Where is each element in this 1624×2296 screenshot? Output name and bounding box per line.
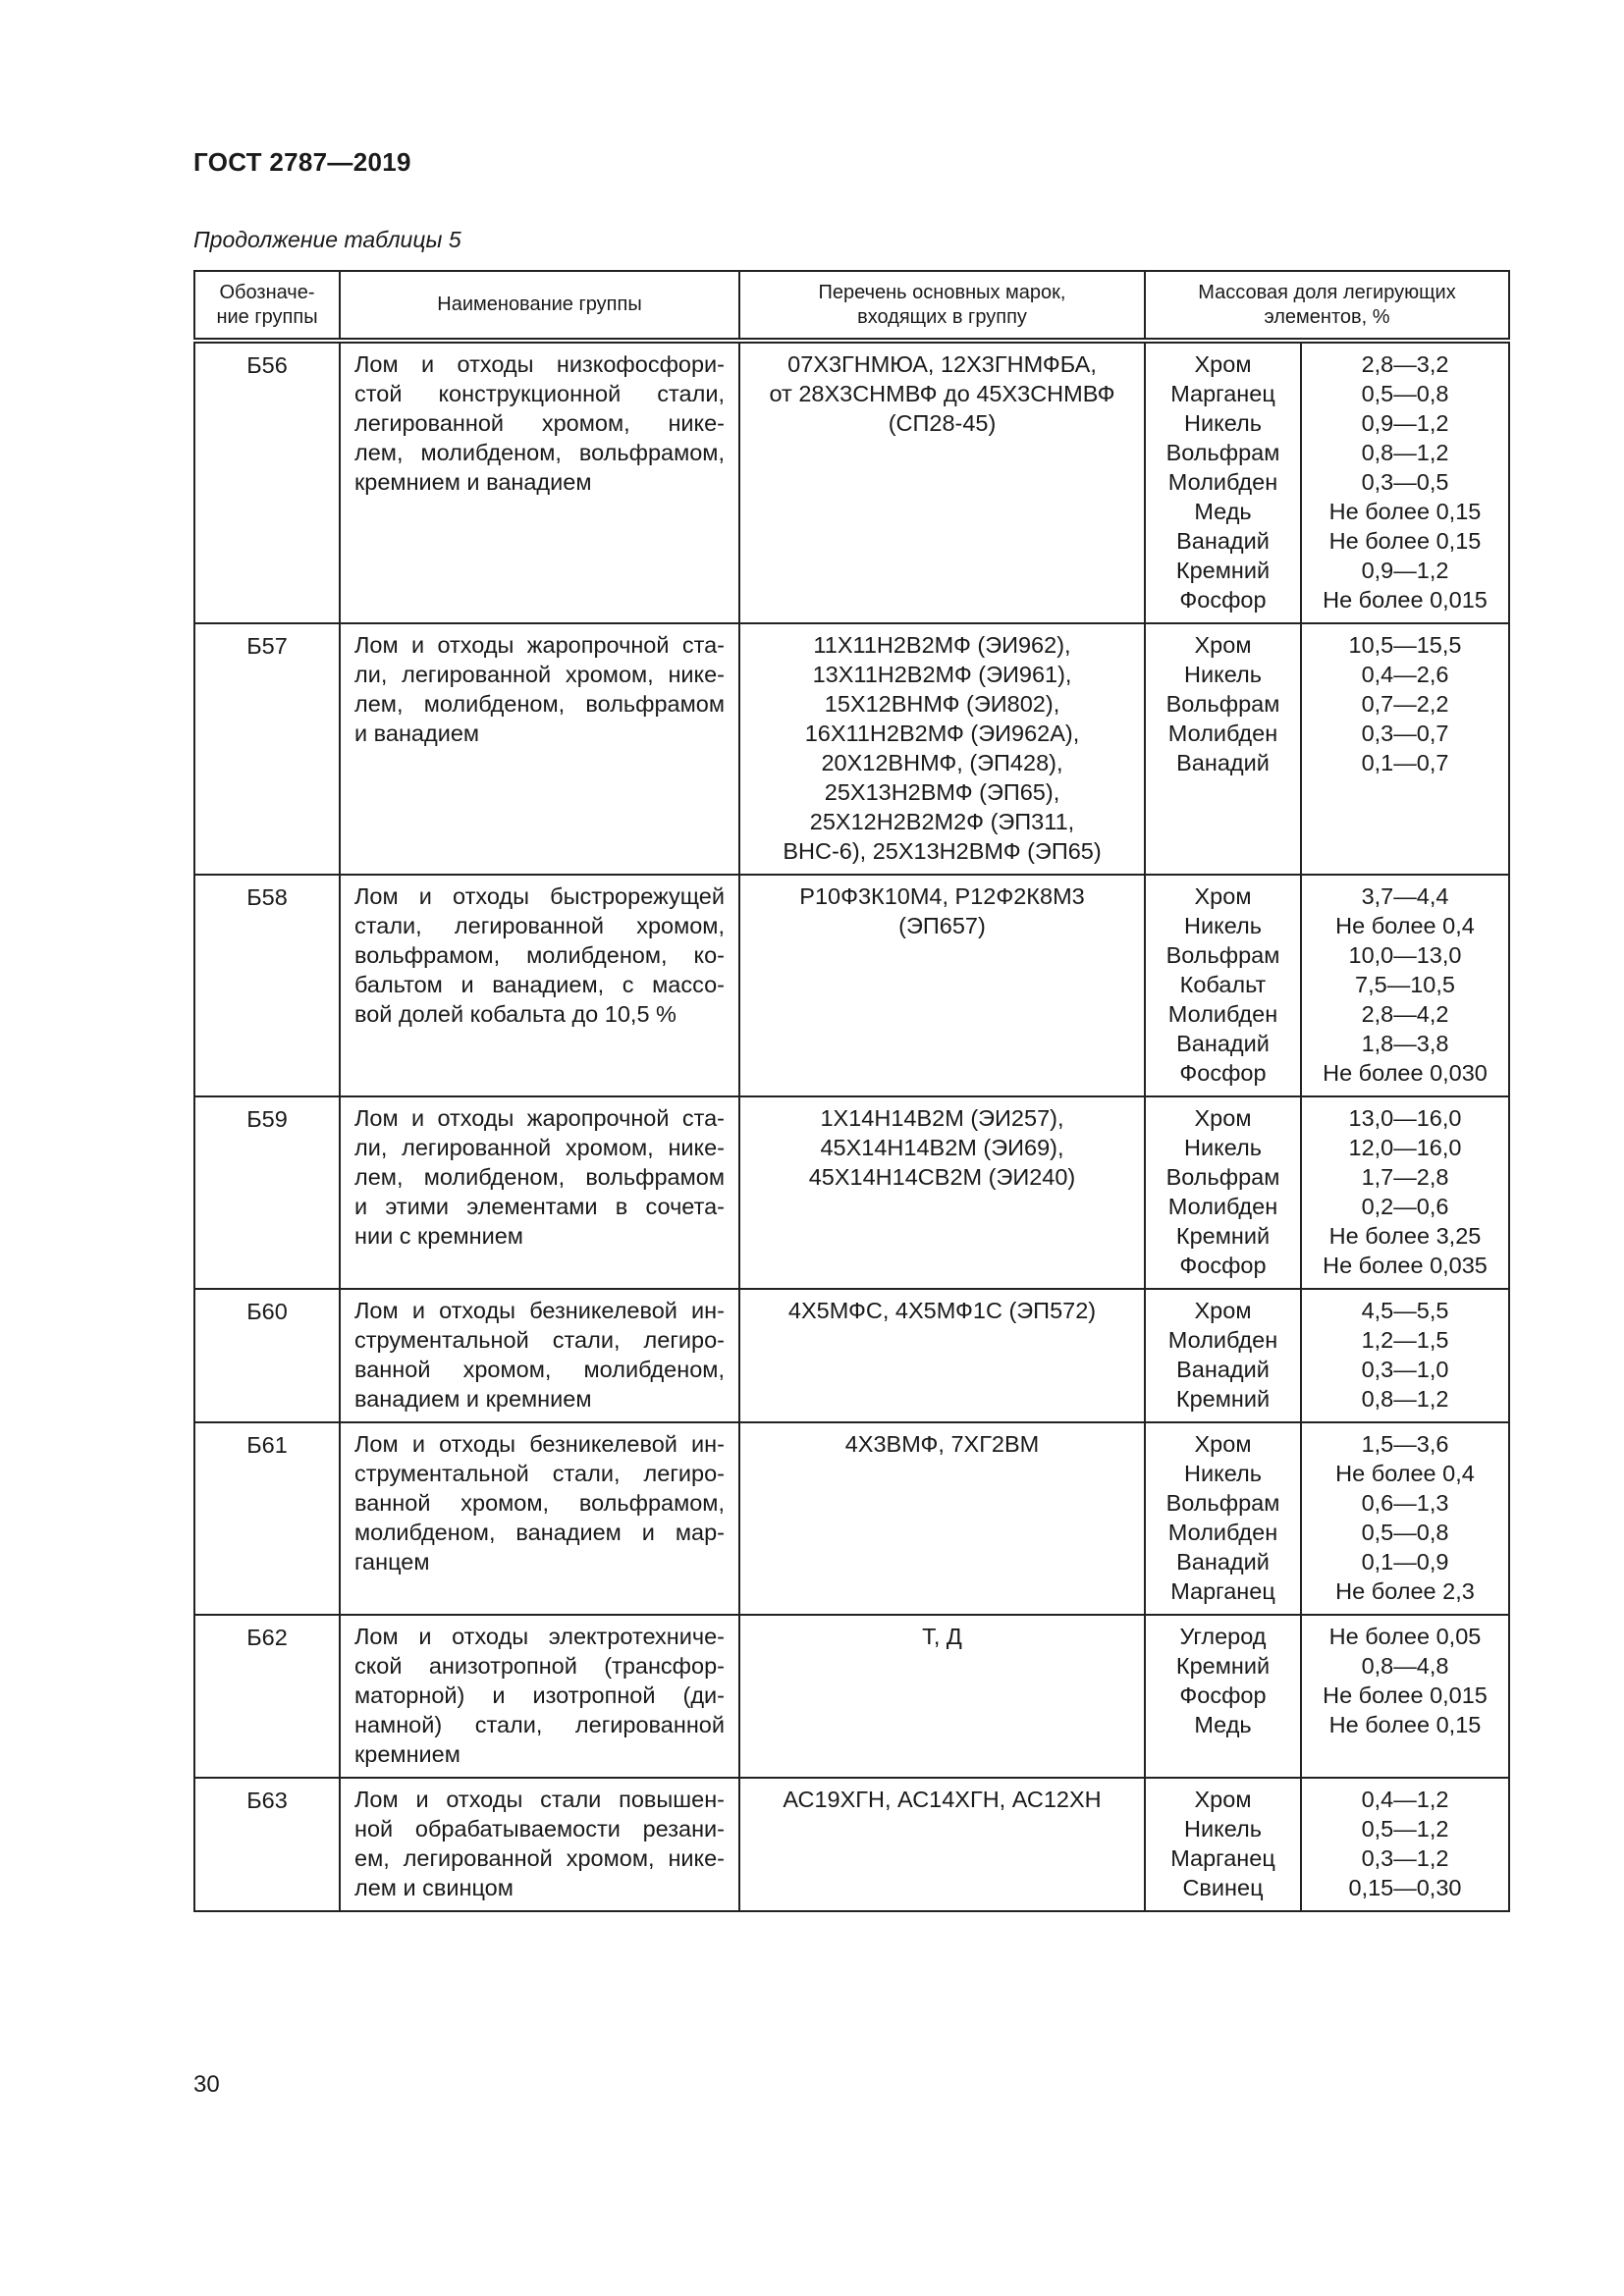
text-line: стой конструкционной стали, bbox=[354, 381, 725, 406]
text-line: 0,1—0,9 bbox=[1361, 1549, 1449, 1575]
table-row bbox=[194, 1096, 1509, 1289]
text-line: ской анизотропной (трансфор- bbox=[354, 1653, 725, 1679]
text-line: 12,0—16,0 bbox=[1348, 1135, 1462, 1160]
mass-fraction-values-cell bbox=[1301, 623, 1509, 875]
header-code bbox=[194, 271, 340, 341]
table-header-row bbox=[194, 271, 1509, 341]
text-line: Не более 0,15 bbox=[1328, 1712, 1482, 1737]
text-line: 1,2—1,5 bbox=[1361, 1327, 1449, 1353]
text-line: молибденом, ванадием и мар- bbox=[354, 1520, 725, 1545]
text-line: Хром bbox=[1194, 1298, 1252, 1323]
text-line: 16Х11Н2В2МФ (ЭИ962А), bbox=[804, 721, 1080, 746]
text-line: Молибден bbox=[1167, 469, 1278, 495]
text-line: кремнием и ванадием bbox=[354, 469, 592, 495]
text-line: Т, Д bbox=[922, 1624, 962, 1649]
text-line: Р10Ф3К10М4, Р12Ф2К8М3 bbox=[799, 883, 1085, 909]
table-row bbox=[194, 1778, 1509, 1911]
text-line: Кремний bbox=[1175, 558, 1271, 583]
mass-fraction-values-cell bbox=[1301, 1778, 1509, 1911]
text-line: легированной хромом, нике- bbox=[354, 410, 725, 436]
steel-grades-cell bbox=[739, 875, 1145, 1096]
text-line: 0,5—0,8 bbox=[1361, 1520, 1449, 1545]
text-line: Не более 0,4 bbox=[1335, 1461, 1475, 1486]
text-line: струментальной стали, легиро- bbox=[354, 1327, 725, 1353]
text-line: Никель bbox=[1184, 1816, 1262, 1842]
text-line: Хром bbox=[1194, 883, 1252, 909]
group-code-cell: Б59 bbox=[194, 1096, 340, 1289]
text-line: 0,3—0,5 bbox=[1361, 469, 1449, 495]
text-line: Молибден bbox=[1167, 1194, 1278, 1219]
text-line: ние группы bbox=[216, 305, 318, 328]
group-code-cell: Б63 bbox=[194, 1778, 340, 1911]
group-name-cell bbox=[340, 1778, 739, 1911]
text-line: лем, молибденом, вольфрамом bbox=[354, 1164, 725, 1190]
text-line: 0,9—1,2 bbox=[1361, 410, 1449, 436]
alloy-elements-cell bbox=[1145, 1778, 1301, 1911]
text-line: струментальной стали, легиро- bbox=[354, 1461, 725, 1486]
text-line: Лом и отходы быстрорежущей bbox=[354, 883, 725, 909]
mass-fraction-values-cell bbox=[1301, 1289, 1509, 1422]
text-line: Марганец bbox=[1170, 1578, 1275, 1604]
text-line: 4,5—5,5 bbox=[1361, 1298, 1449, 1323]
alloy-elements-cell bbox=[1145, 1615, 1301, 1778]
text-line: и этими элементами в сочета- bbox=[354, 1194, 725, 1219]
text-line: 11Х11Н2В2МФ (ЭИ962), bbox=[813, 632, 1071, 658]
mass-fraction-values-cell bbox=[1301, 1422, 1509, 1615]
text-line: 07Х3ГНМЮА, 12Х3ГНМФБА, bbox=[787, 351, 1097, 377]
text-line: Лом и отходы жаропрочной ста- bbox=[354, 632, 725, 658]
text-line: 25Х12Н2В2М2Ф (ЭП311, bbox=[809, 809, 1075, 834]
text-line: Не более 0,4 bbox=[1335, 913, 1475, 938]
text-line: 0,8—1,2 bbox=[1361, 1386, 1449, 1412]
text-line: Марганец bbox=[1170, 1845, 1275, 1871]
mass-fraction-values-cell bbox=[1301, 341, 1509, 623]
document-header: ГОСТ 2787—2019 bbox=[193, 147, 411, 177]
table-row bbox=[194, 875, 1509, 1096]
text-line: Медь bbox=[1194, 499, 1252, 524]
text-line: 0,2—0,6 bbox=[1361, 1194, 1449, 1219]
text-line: Вольфрам bbox=[1165, 1490, 1280, 1516]
text-line: (СП28-45) bbox=[888, 410, 997, 436]
text-line: 13Х11Н2В2МФ (ЭИ961), bbox=[812, 662, 1072, 687]
text-line: 0,6—1,3 bbox=[1361, 1490, 1449, 1516]
text-line: Не более 3,25 bbox=[1328, 1223, 1482, 1249]
text-line: кремнием bbox=[354, 1741, 460, 1767]
text-line: 1,8—3,8 bbox=[1361, 1031, 1449, 1056]
text-line: Молибден bbox=[1167, 1327, 1278, 1353]
text-line: входящих в группу bbox=[857, 305, 1027, 328]
text-line: Никель bbox=[1184, 1135, 1262, 1160]
text-line: бальтом и ванадием, с массо- bbox=[354, 972, 725, 997]
alloy-elements-cell bbox=[1145, 341, 1301, 623]
header-mass-fraction bbox=[1145, 271, 1509, 341]
text-line: Лом и отходы низкофосфори- bbox=[354, 351, 725, 377]
group-name-cell bbox=[340, 1096, 739, 1289]
text-line: 20Х12ВНМФ, (ЭП428), bbox=[821, 750, 1063, 775]
alloy-elements-cell bbox=[1145, 1289, 1301, 1422]
text-line: Перечень основных марок, bbox=[818, 281, 1066, 303]
text-line: АС19ХГН, АС14ХГН, АС12ХН bbox=[783, 1787, 1102, 1812]
text-line: Не более 0,15 bbox=[1328, 499, 1482, 524]
text-line: 0,4—1,2 bbox=[1361, 1787, 1449, 1812]
text-line: ем, легированной хромом, нике- bbox=[354, 1845, 725, 1871]
text-line: Никель bbox=[1184, 410, 1262, 436]
text-line: Лом и отходы безникелевой ин- bbox=[354, 1298, 725, 1323]
text-line: 0,9—1,2 bbox=[1361, 558, 1449, 583]
header-marks bbox=[739, 271, 1145, 341]
text-line: ВНС-6), 25Х13Н2ВМФ (ЭП65) bbox=[783, 838, 1102, 864]
text-line: Ванадий bbox=[1176, 750, 1270, 775]
text-line: Никель bbox=[1184, 1461, 1262, 1486]
group-code-cell: Б61 bbox=[194, 1422, 340, 1615]
group-name-cell bbox=[340, 1422, 739, 1615]
mass-fraction-values-cell bbox=[1301, 875, 1509, 1096]
text-line: 45Х14Н14В2М (ЭИ69), bbox=[820, 1135, 1064, 1160]
text-line: 0,4—2,6 bbox=[1361, 662, 1449, 687]
table-row bbox=[194, 1615, 1509, 1778]
text-line: Вольфрам bbox=[1165, 942, 1280, 968]
text-line: Хром bbox=[1194, 632, 1252, 658]
text-line: Не более 0,015 bbox=[1323, 1682, 1488, 1708]
text-line: Лом и отходы стали повышен- bbox=[354, 1787, 725, 1812]
text-line: лем, молибденом, вольфрамом bbox=[354, 691, 725, 717]
text-line: ганцем bbox=[354, 1549, 430, 1575]
text-line: 0,3—0,7 bbox=[1361, 721, 1449, 746]
text-line: от 28Х3СНМВФ до 45Х3СНМВФ bbox=[769, 381, 1115, 406]
table-caption: Продолжение таблицы 5 bbox=[193, 227, 461, 252]
text-line: 1,7—2,8 bbox=[1361, 1164, 1449, 1190]
text-line: 4Х5МФС, 4Х5МФ1С (ЭП572) bbox=[787, 1298, 1097, 1323]
text-line: Молибден bbox=[1167, 1520, 1278, 1545]
alloy-elements-cell bbox=[1145, 875, 1301, 1096]
text-line: 1,5—3,6 bbox=[1361, 1431, 1449, 1457]
text-line: 13,0—16,0 bbox=[1348, 1105, 1462, 1131]
alloy-groups-table bbox=[193, 270, 1510, 1912]
steel-grades-cell bbox=[739, 1778, 1145, 1911]
text-line: Никель bbox=[1184, 662, 1262, 687]
steel-grades-cell bbox=[739, 1615, 1145, 1778]
text-line: Фосфор bbox=[1179, 1060, 1267, 1086]
text-line: 4Х3ВМФ, 7ХГ2ВМ bbox=[844, 1431, 1040, 1457]
text-line: Кобальт bbox=[1179, 972, 1267, 997]
alloy-elements-cell bbox=[1145, 623, 1301, 875]
text-line: Обозначе- bbox=[219, 281, 315, 303]
text-line: Хром bbox=[1194, 351, 1252, 377]
text-line: Не более 2,3 bbox=[1335, 1578, 1475, 1604]
group-name-cell bbox=[340, 1289, 739, 1422]
text-line: Не более 0,15 bbox=[1328, 528, 1482, 554]
text-line: 45Х14Н14СВ2М (ЭИ240) bbox=[808, 1164, 1076, 1190]
group-name-cell bbox=[340, 875, 739, 1096]
table-row bbox=[194, 341, 1509, 623]
steel-grades-cell bbox=[739, 1096, 1145, 1289]
text-line: вольфрамом, молибденом, ко- bbox=[354, 942, 725, 968]
text-line: Кремний bbox=[1175, 1653, 1271, 1679]
text-line: Ванадий bbox=[1176, 528, 1270, 554]
text-line: ли, легированной хромом, нике- bbox=[354, 662, 725, 687]
text-line: 7,5—10,5 bbox=[1355, 972, 1455, 997]
table-row bbox=[194, 1289, 1509, 1422]
text-line: 0,7—2,2 bbox=[1361, 691, 1449, 717]
text-line: Марганец bbox=[1170, 381, 1275, 406]
group-name-cell bbox=[340, 341, 739, 623]
alloy-elements-cell bbox=[1145, 1422, 1301, 1615]
table-row bbox=[194, 1422, 1509, 1615]
text-line: и ванадием bbox=[354, 721, 480, 746]
text-line: Свинец bbox=[1182, 1875, 1264, 1900]
text-line: 1Х14Н14В2М (ЭИ257), bbox=[820, 1105, 1064, 1131]
text-line: Не более 0,030 bbox=[1323, 1060, 1488, 1086]
text-line: Лом и отходы электротехниче- bbox=[354, 1624, 725, 1649]
text-line: Хром bbox=[1194, 1431, 1252, 1457]
text-line: Никель bbox=[1184, 913, 1262, 938]
text-line: 0,3—1,0 bbox=[1361, 1357, 1449, 1382]
text-line: маторной) и изотропной (ди- bbox=[354, 1682, 725, 1708]
mass-fraction-values-cell bbox=[1301, 1096, 1509, 1289]
steel-grades-cell bbox=[739, 341, 1145, 623]
text-line: Не более 0,015 bbox=[1323, 587, 1488, 613]
text-line: 10,0—13,0 bbox=[1348, 942, 1462, 968]
text-line: Фосфор bbox=[1179, 587, 1267, 613]
text-line: вой долей кобальта до 10,5 % bbox=[354, 1001, 677, 1027]
text-line: 0,8—1,2 bbox=[1361, 440, 1449, 465]
group-code-cell: Б57 bbox=[194, 623, 340, 875]
text-line: Ванадий bbox=[1176, 1357, 1270, 1382]
text-line: Фосфор bbox=[1179, 1253, 1267, 1278]
text-line: ванной хромом, молибденом, bbox=[354, 1357, 725, 1382]
text-line: элементов, % bbox=[1264, 305, 1390, 328]
text-line: Вольфрам bbox=[1165, 691, 1280, 717]
text-line: Ванадий bbox=[1176, 1031, 1270, 1056]
text-line: 2,8—3,2 bbox=[1361, 351, 1449, 377]
text-line: Лом и отходы жаропрочной ста- bbox=[354, 1105, 725, 1131]
text-line: лем и свинцом bbox=[354, 1875, 514, 1900]
text-line: ли, легированной хромом, нике- bbox=[354, 1135, 725, 1160]
group-code-cell: Б60 bbox=[194, 1289, 340, 1422]
text-line: 0,5—0,8 bbox=[1361, 381, 1449, 406]
text-line: 10,5—15,5 bbox=[1348, 632, 1462, 658]
text-line: намной) стали, легированной bbox=[354, 1712, 725, 1737]
text-line: 2,8—4,2 bbox=[1361, 1001, 1449, 1027]
text-line: стали, легированной хромом, bbox=[354, 913, 725, 938]
table-row bbox=[194, 623, 1509, 875]
mass-fraction-values-cell bbox=[1301, 1615, 1509, 1778]
text-line: Ванадий bbox=[1176, 1549, 1270, 1575]
group-code-cell: Б62 bbox=[194, 1615, 340, 1778]
text-line: Фосфор bbox=[1179, 1682, 1267, 1708]
steel-grades-cell bbox=[739, 1422, 1145, 1615]
text-line: (ЭП657) bbox=[898, 913, 986, 938]
group-code-cell: Б58 bbox=[194, 875, 340, 1096]
text-line: 0,1—0,7 bbox=[1361, 750, 1449, 775]
header-name bbox=[340, 271, 739, 341]
text-line: Хром bbox=[1194, 1105, 1252, 1131]
text-line: 0,5—1,2 bbox=[1361, 1816, 1449, 1842]
text-line: 0,8—4,8 bbox=[1361, 1653, 1449, 1679]
text-line: лем, молибденом, вольфрамом, bbox=[354, 440, 725, 465]
text-line: 0,15—0,30 bbox=[1348, 1875, 1462, 1900]
text-line: ванадием и кремнием bbox=[354, 1386, 592, 1412]
text-line: Углерод bbox=[1179, 1624, 1267, 1649]
text-line: Кремний bbox=[1175, 1223, 1271, 1249]
text-line: нии с кремнием bbox=[354, 1223, 523, 1249]
text-line: Хром bbox=[1194, 1787, 1252, 1812]
steel-grades-cell bbox=[739, 623, 1145, 875]
group-name-cell bbox=[340, 623, 739, 875]
text-line: Вольфрам bbox=[1165, 1164, 1280, 1190]
text-line: Не более 0,035 bbox=[1323, 1253, 1488, 1278]
text-line: 3,7—4,4 bbox=[1361, 883, 1449, 909]
text-line: Массовая доля легирующих bbox=[1198, 281, 1456, 303]
text-line: Наименование группы bbox=[437, 294, 642, 315]
steel-grades-cell bbox=[739, 1289, 1145, 1422]
text-line: Молибден bbox=[1167, 721, 1278, 746]
text-line: ванной хромом, вольфрамом, bbox=[354, 1490, 725, 1516]
text-line: Молибден bbox=[1167, 1001, 1278, 1027]
text-line: Вольфрам bbox=[1165, 440, 1280, 465]
text-line: Кремний bbox=[1175, 1386, 1271, 1412]
text-line: 0,3—1,2 bbox=[1361, 1845, 1449, 1871]
group-name-cell bbox=[340, 1615, 739, 1778]
text-line: 25Х13Н2ВМФ (ЭП65), bbox=[824, 779, 1060, 805]
text-line: Не более 0,05 bbox=[1328, 1624, 1482, 1649]
alloy-elements-cell bbox=[1145, 1096, 1301, 1289]
text-line: 15Х12ВНМФ (ЭИ802), bbox=[824, 691, 1060, 717]
text-line: Медь bbox=[1194, 1712, 1252, 1737]
text-line: ной обрабатываемости резани- bbox=[354, 1816, 725, 1842]
page-number: 30 bbox=[193, 2071, 220, 2098]
group-code-cell: Б56 bbox=[194, 341, 340, 623]
text-line: Лом и отходы безникелевой ин- bbox=[354, 1431, 725, 1457]
